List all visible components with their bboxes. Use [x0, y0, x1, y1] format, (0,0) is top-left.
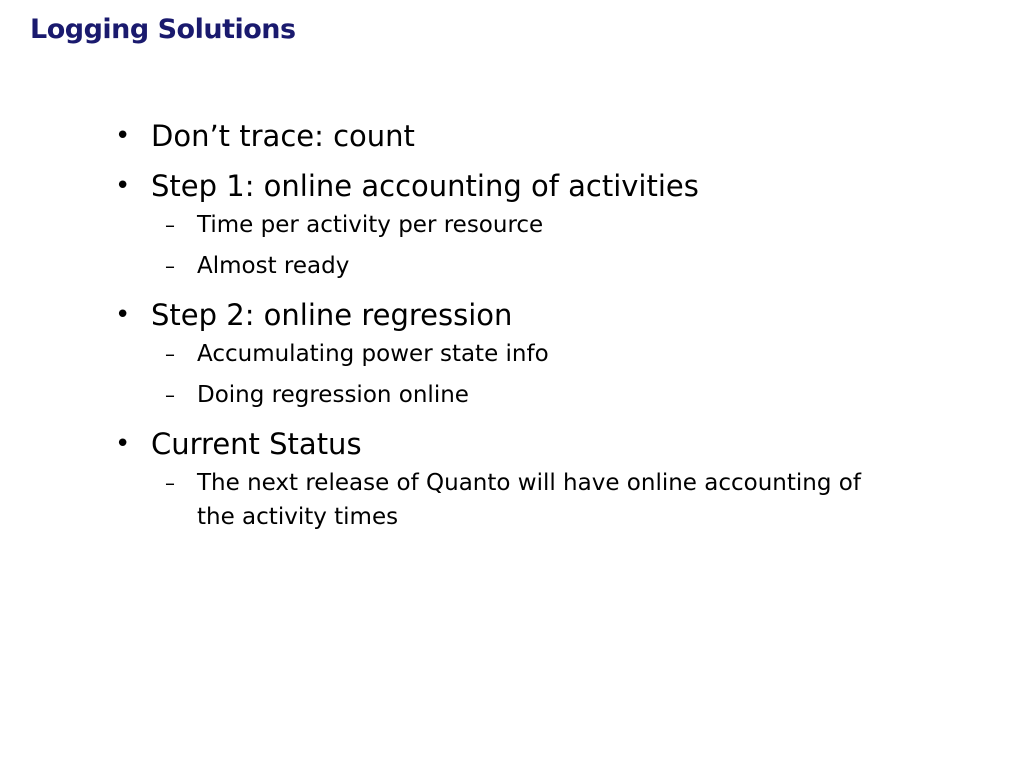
sub-bullet-item: [151, 378, 897, 412]
bullet-item: [115, 297, 975, 412]
bullet-dot-icon: •: [115, 429, 131, 459]
bullet-text: Step 2: online regression: [151, 298, 513, 332]
dash-icon: –: [165, 254, 175, 278]
sub-bullet-text: The next release of Quanto will have online accounting of the activity times: [197, 470, 861, 530]
sub-bullet-text: Time per activity per resource: [197, 212, 544, 238]
bullet-text: Current Status: [151, 427, 362, 461]
bullet-text: Step 1: online accounting of activities: [151, 169, 699, 203]
bullet-dot-icon: •: [115, 121, 131, 151]
bullet-dot-icon: •: [115, 300, 131, 330]
dash-icon: –: [165, 471, 175, 495]
bullet-dot-icon: •: [115, 171, 131, 201]
sub-bullet-item: [151, 249, 897, 283]
sub-bullet-item: [151, 208, 897, 242]
bullet-item: [115, 168, 975, 283]
sub-bullet-list: [151, 466, 975, 534]
sub-bullet-text: Almost ready: [197, 253, 350, 279]
bullet-text: Don’t trace: count: [151, 119, 415, 153]
slide-title: Logging Solutions: [30, 14, 296, 45]
sub-bullet-item: [151, 337, 897, 371]
sub-bullet-list: [151, 208, 975, 283]
sub-bullet-item: [151, 466, 897, 534]
sub-bullet-list: [151, 337, 975, 412]
dash-icon: –: [165, 213, 175, 237]
sub-bullet-text: Doing regression online: [197, 382, 469, 408]
dash-icon: –: [165, 342, 175, 366]
dash-icon: –: [165, 383, 175, 407]
bullet-list: [115, 118, 975, 548]
sub-bullet-text: Accumulating power state info: [197, 341, 549, 367]
bullet-item: [115, 118, 975, 154]
bullet-item: [115, 426, 975, 534]
